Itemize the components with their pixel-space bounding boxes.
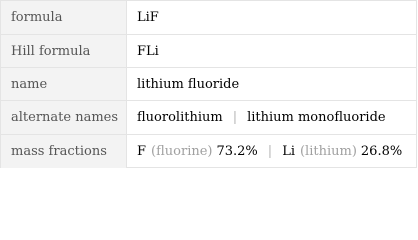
row-label: formula (1, 1, 127, 34)
formula-value: LiF (137, 10, 159, 25)
row-label: alternate names (1, 101, 127, 134)
separator: | (232, 110, 238, 125)
alternate-name: lithium monofluoride (247, 110, 386, 125)
alternate-name: fluorolithium (137, 110, 223, 125)
element-name: (fluorine) (151, 144, 213, 159)
name-value: lithium fluoride (137, 76, 240, 92)
mass-percent: 73.2% (216, 144, 258, 159)
row-label: Hill formula (1, 35, 127, 67)
mass-percent: 26.8% (360, 144, 403, 159)
table-row-mass-fractions (1, 135, 416, 168)
alternate-names-value (137, 101, 386, 134)
element-name: (lithium) (299, 144, 357, 159)
element-symbol: Li (282, 144, 295, 159)
mass-fractions-value (137, 135, 402, 168)
table-row-hill-formula (1, 35, 416, 68)
hill-formula-value: FLi (137, 43, 159, 59)
table-row-alternate-names (1, 101, 416, 135)
row-label: mass fractions (1, 135, 127, 168)
table-row-name (1, 68, 416, 101)
separator: | (267, 144, 273, 159)
row-label: name (1, 68, 127, 100)
element-symbol: F (137, 144, 147, 159)
table-row-formula (1, 1, 416, 35)
